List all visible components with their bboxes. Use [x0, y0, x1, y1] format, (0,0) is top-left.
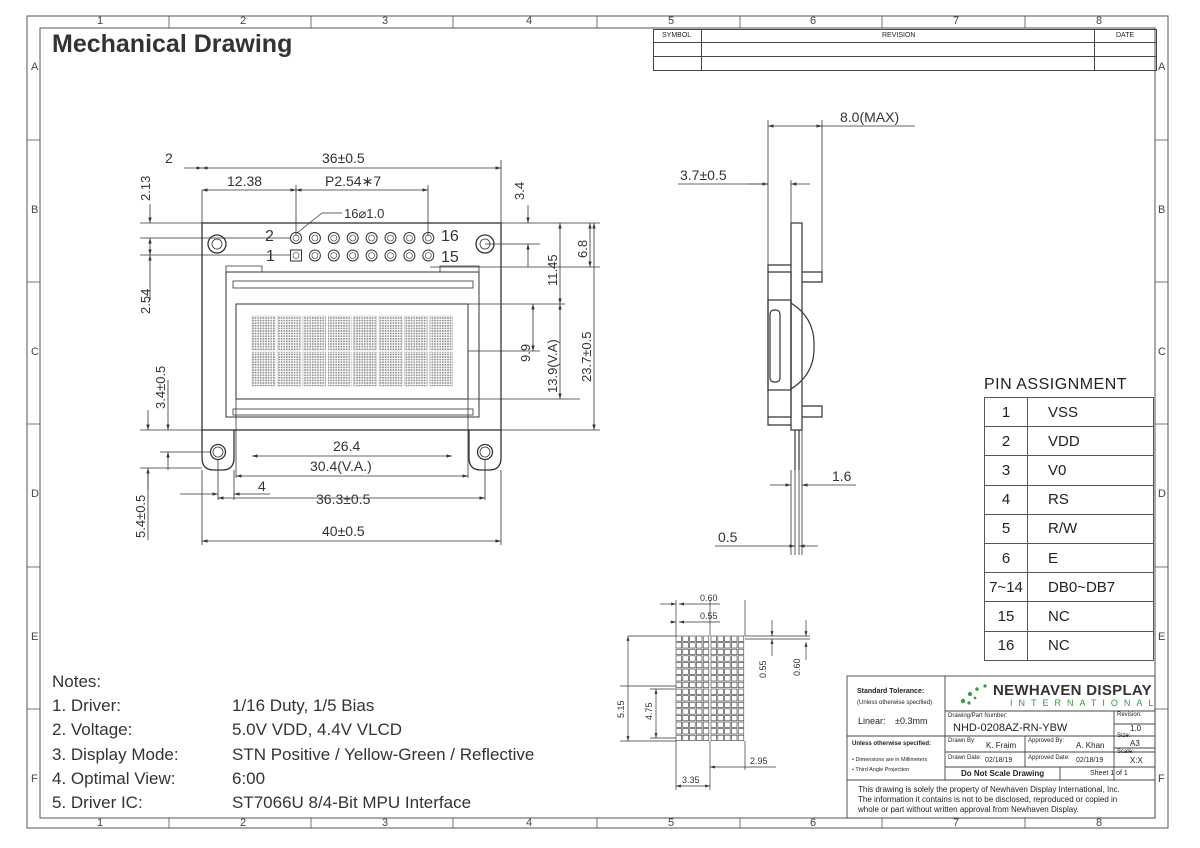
- pin-row: [985, 573, 1154, 602]
- dim-3-4: 3.4: [512, 181, 527, 200]
- dim-2: 2: [165, 150, 173, 166]
- grid-col-label: 7: [953, 817, 960, 829]
- grid-col-label: 2: [240, 817, 247, 829]
- disclaimer-line-3: whole or part without written approval from Newhaven Display.: [858, 805, 1079, 814]
- dimensions-note: • Dimensions are in Millimeters: [852, 757, 928, 763]
- grid-col-label: 4: [526, 15, 533, 27]
- grid-col-label: 1: [97, 817, 104, 829]
- dim-5-4: 5.4±0.5: [133, 494, 148, 538]
- grid-col-label: 7: [953, 15, 960, 27]
- grid-row-label: D: [31, 488, 39, 500]
- grid-row-label: D: [1158, 488, 1166, 500]
- notes: [52, 670, 534, 815]
- grid-row-label: F: [1158, 773, 1165, 785]
- newhaven-logo-icon: [961, 684, 987, 704]
- pin-signal: NC: [1028, 602, 1154, 631]
- dim-2-13: 2.13: [138, 175, 153, 201]
- disclaimer-line-1: This drawing is solely the property of Newhaven Display International, Inc.: [858, 785, 1120, 794]
- dim-13-9: 13.9(V.A): [545, 339, 560, 393]
- dim-2-95: 2.95: [750, 756, 768, 766]
- grid-col-label: 3: [382, 817, 389, 829]
- grid-row-label: B: [31, 204, 39, 216]
- grid-row-label: A: [31, 61, 39, 73]
- revision-symbol-header: SYMBOL: [662, 32, 692, 39]
- grid-row-label: A: [1158, 61, 1166, 73]
- sheet-count: Sheet 1 of 1: [1090, 770, 1128, 777]
- note-label: 2. Voltage:: [52, 720, 133, 740]
- dim-0-60v: 0.60: [792, 658, 802, 676]
- dim-1-6: 1.6: [832, 468, 852, 484]
- approved-date: 02/18/19: [1076, 757, 1104, 764]
- dim-0-55: 0.55: [700, 611, 718, 621]
- note-value: ST7066U 8/4-Bit MPU Interface: [232, 793, 472, 813]
- dim-12-38: 12.38: [227, 173, 263, 189]
- pin-row: [985, 485, 1154, 514]
- std-tolerance-label: Standard Tolerance:: [857, 688, 925, 695]
- note-value: 1/16 Duty, 1/5 Bias: [232, 696, 375, 716]
- revision-date-header: DATE: [1116, 32, 1135, 39]
- note-item: [52, 767, 534, 791]
- revision-value: 1.0: [1130, 724, 1142, 733]
- note-value: 6:00: [232, 768, 266, 788]
- pin-label-16: 16: [441, 228, 459, 245]
- linear-label: Linear:: [858, 716, 886, 726]
- dim-9-9: 9.9: [518, 343, 533, 362]
- revision-label: Revision:: [1117, 712, 1142, 718]
- note-label: 4. Optimal View:: [52, 768, 176, 788]
- brand-subtitle: INTERNATIONAL: [1010, 698, 1160, 708]
- note-label: 1. Driver:: [52, 696, 121, 716]
- pin-signal: R/W: [1028, 514, 1154, 543]
- character-detail: [676, 636, 744, 741]
- pin-number: 7~14: [985, 573, 1028, 602]
- pin-row: [985, 456, 1154, 485]
- page-title: Mechanical Drawing: [52, 30, 293, 58]
- detail-dimension-lines: [620, 600, 810, 790]
- unless-specified: Unless otherwise specified:: [852, 741, 932, 747]
- note-item: [52, 694, 534, 718]
- dim-11-45: 11.45: [545, 254, 560, 286]
- note-label: 5. Driver IC:: [52, 793, 143, 813]
- note-value: STN Positive / Yellow-Green / Reflective: [232, 744, 535, 764]
- dim-3-4b: 3.4±0.5: [153, 365, 168, 409]
- note-value: 5.0V VDD, 4.4V VLCD: [232, 720, 403, 740]
- grid-row-label: C: [31, 346, 39, 358]
- pin-number: 15: [985, 602, 1028, 631]
- pin-row: [985, 398, 1154, 427]
- dim-3-35: 3.35: [682, 775, 700, 785]
- pin-label-2: 2: [265, 228, 274, 245]
- scale-value: X:X: [1130, 756, 1143, 765]
- pin-number: 1: [985, 398, 1028, 427]
- pin-label-15: 15: [441, 249, 459, 266]
- pin-row: [985, 427, 1154, 456]
- dim-30-4: 30.4(V.A.): [310, 458, 372, 474]
- pin-assignment-table: [984, 397, 1154, 661]
- pin-number: 16: [985, 631, 1028, 660]
- dim-36-3: 36.3±0.5: [316, 491, 371, 507]
- notes-heading: Notes:: [52, 672, 102, 691]
- grid-col-label: 6: [810, 817, 817, 829]
- revision-header: REVISION: [882, 32, 916, 39]
- dim-26-4: 26.4: [333, 438, 361, 454]
- part-number-label: Drawing/Part Number:: [948, 713, 1008, 719]
- grid-col-label: 2: [240, 15, 247, 27]
- do-not-scale: Do Not Scale Drawing: [961, 769, 1045, 778]
- pin-signal: VSS: [1028, 398, 1154, 427]
- drawn-date-label: Drawn Date:: [948, 755, 982, 761]
- dim-pitch: P2.54∗7: [325, 173, 382, 189]
- dim-6-8: 6.8: [575, 239, 590, 258]
- dim-5-15: 5.15: [616, 700, 626, 718]
- pin-signal: DB0~DB7: [1028, 573, 1154, 602]
- pin-signal: NC: [1028, 631, 1154, 660]
- pin-assignment-title: PIN ASSIGNMENT: [984, 376, 1128, 393]
- grid-col-label: 5: [668, 15, 675, 27]
- pin-signal: E: [1028, 543, 1154, 572]
- pin-number: 4: [985, 485, 1028, 514]
- dim-2-54: 2.54: [138, 288, 153, 314]
- dim-4-75: 4.75: [644, 702, 654, 720]
- dim-8-max: 8.0(MAX): [840, 109, 900, 125]
- note-label: 3. Display Mode:: [52, 744, 179, 764]
- front-pin-holes: [291, 233, 434, 262]
- pin-number: 3: [985, 456, 1028, 485]
- note-item: [52, 791, 534, 815]
- grid-col-label: 8: [1096, 817, 1103, 829]
- dim-36: 36±0.5: [322, 150, 365, 166]
- pin-label-1: 1: [266, 248, 275, 265]
- grid-row-label: B: [1158, 204, 1166, 216]
- grid-row-label: F: [31, 773, 38, 785]
- pin-row: [985, 514, 1154, 543]
- drawn-date: 02/18/19: [985, 757, 1013, 764]
- pin-number: 6: [985, 543, 1028, 572]
- pin-signal: RS: [1028, 485, 1154, 514]
- pin-number: 5: [985, 514, 1028, 543]
- dim-4: 4: [258, 478, 266, 494]
- approved-by-label: Approved By:: [1028, 738, 1065, 744]
- linear-value: ±0.3mm: [895, 716, 928, 726]
- side-dimension-text: [680, 109, 899, 545]
- drawn-by: K. Fraim: [986, 741, 1017, 750]
- grid-row-label: C: [1158, 346, 1166, 358]
- side-dimension-lines: [678, 120, 915, 555]
- grid-col-label: 8: [1096, 15, 1103, 27]
- grid-col-label: 3: [382, 15, 389, 27]
- disclaimer-line-2: The information it contains is not to be disclosed, reproduced or copied in: [858, 795, 1118, 804]
- dim-23-7: 23.7±0.5: [579, 331, 594, 382]
- grid-row-label: E: [31, 631, 39, 643]
- part-number: NHD-0208AZ-RN-YBW: [953, 722, 1068, 734]
- character-cells: [252, 316, 453, 386]
- size-label: Size:: [1117, 733, 1131, 739]
- brand-name: NEWHAVEN DISPLAY: [993, 682, 1152, 699]
- drawn-by-label: Drawn By:: [948, 738, 976, 744]
- note-item: [52, 743, 534, 767]
- grid-col-label: 6: [810, 15, 817, 27]
- grid-row-label: E: [1158, 631, 1166, 643]
- pin-number: 2: [985, 427, 1028, 456]
- pin-signal: VDD: [1028, 427, 1154, 456]
- note-item: [52, 718, 534, 742]
- third-angle-note: • Third Angle Projection: [852, 767, 910, 773]
- grid-col-label: 5: [668, 817, 675, 829]
- dim-holes: 16⌀1.0: [344, 206, 385, 221]
- dim-40: 40±0.5: [322, 523, 365, 539]
- unless-note: (Unless otherwise specified): [857, 700, 933, 706]
- approved-by: A. Khan: [1076, 741, 1105, 750]
- dim-3-7: 3.7±0.5: [680, 167, 727, 183]
- grid-col-label: 1: [97, 15, 104, 27]
- pin-row: [985, 631, 1154, 660]
- scale-label: Scale:: [1117, 749, 1134, 755]
- side-view: [768, 223, 822, 470]
- revision-table: [653, 29, 1157, 71]
- approved-date-label: Approved Date:: [1028, 755, 1070, 761]
- dim-0-55v: 0.55: [758, 660, 768, 678]
- dim-0-60: 0.60: [700, 593, 718, 603]
- pin-signal: V0: [1028, 456, 1154, 485]
- dim-0-5: 0.5: [718, 529, 738, 545]
- grid-col-label: 4: [526, 817, 533, 829]
- pin-row: [985, 543, 1154, 572]
- pin-row: [985, 602, 1154, 631]
- size-value: A3: [1130, 739, 1140, 748]
